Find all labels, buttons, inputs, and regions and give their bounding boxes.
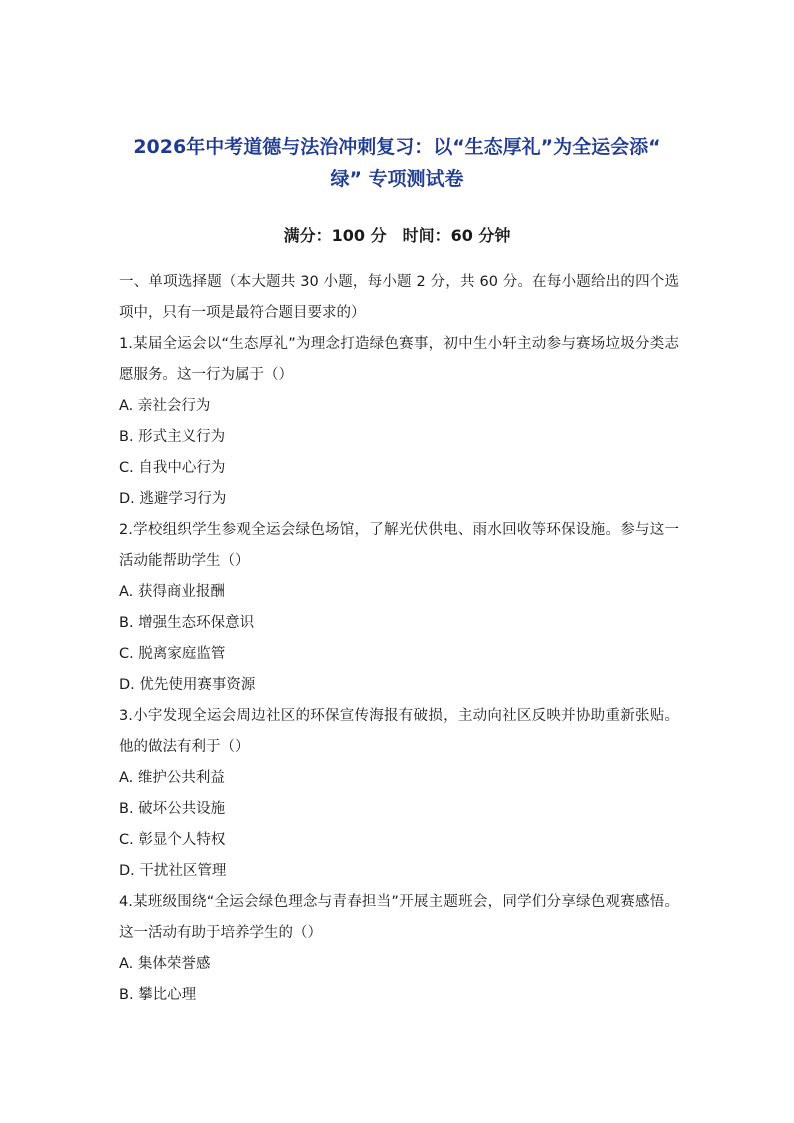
question-4 (119, 887, 679, 1011)
document-title (110, 131, 684, 195)
score-time-info: 满分：100 分 时间：60 分钟 (283, 226, 511, 245)
option-a: A. 亲社会行为 (119, 398, 211, 414)
question-stem: 3.小宇发现全运会周边社区的环保宣传海报有破损，主动向社区反映并协助重新张贴。他的做法有利于（） (119, 708, 679, 755)
option-d: D. 逃避学习行为 (119, 491, 227, 507)
option-b: B. 破坏公共设施 (119, 801, 226, 817)
option-a: A. 集体荣誉感 (119, 956, 211, 972)
option-c: C. 彰显个人特权 (119, 832, 226, 848)
document-body (119, 267, 679, 1011)
option-b: B. 增强生态环保意识 (119, 615, 255, 631)
option-c: C. 脱离家庭监管 (119, 646, 226, 662)
title-line-1: 2026年中考道德与法治冲刺复习：以“生态厚礼”为全运会添“ (133, 136, 661, 158)
option-a: A. 维护公共利益 (119, 770, 225, 786)
section-heading: 一、单项选择题（本大题共 30 小题，每小题 2 分，共 60 分。在每小题给出的四个选项中，只有一项是最符合题目要求的） (119, 274, 679, 321)
question-3 (119, 701, 679, 887)
question-2 (119, 515, 679, 701)
question-1 (119, 329, 679, 515)
option-a: A. 获得商业报酬 (119, 584, 225, 600)
option-b: B. 攀比心理 (119, 987, 197, 1003)
option-c: C. 自我中心行为 (119, 460, 226, 476)
question-stem: 4.某班级围绕“全运会绿色理念与青春担当”开展主题班会，同学们分享绿色观赛感悟。这一活动有助于培养学生的（） (119, 894, 679, 941)
option-d: D. 优先使用赛事资源 (119, 677, 256, 693)
title-line-2: 绿” 专项测试卷 (330, 168, 464, 190)
option-b: B. 形式主义行为 (119, 429, 226, 445)
question-stem: 1.某届全运会以“生态厚礼”为理念打造绿色赛事，初中生小轩主动参与赛场垃圾分类志愿服务。这一行为属于（） (119, 336, 679, 383)
question-stem: 2.学校组织学生参观全运会绿色场馆，了解光伏供电、雨水回收等环保设施。参与这一活动能帮助学生（） (119, 522, 679, 569)
option-d: D. 干扰社区管理 (119, 863, 227, 879)
